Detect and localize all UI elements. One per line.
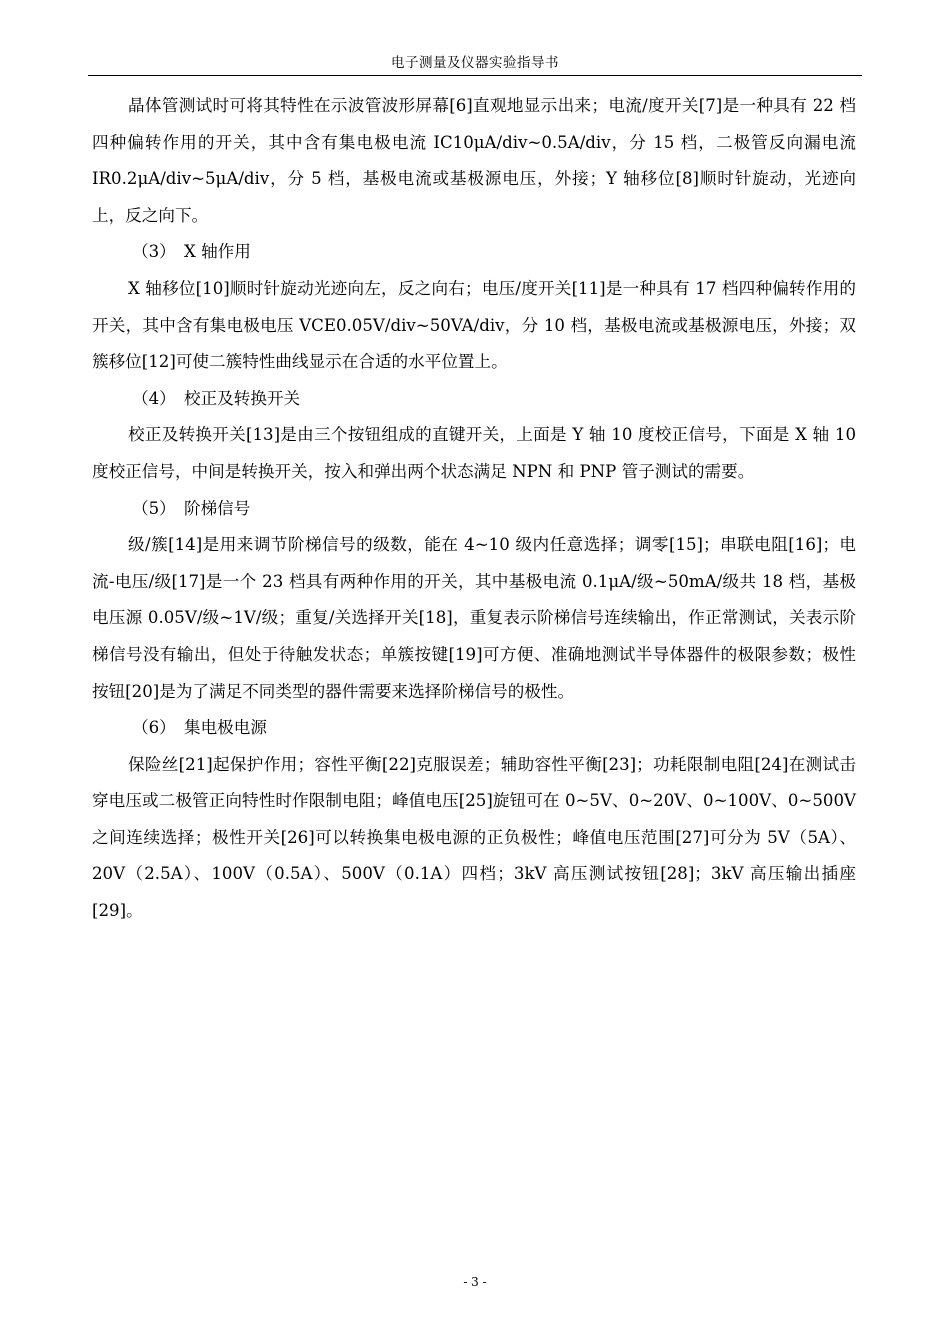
paragraph-step-signal: 级/簇[14]是用来调节阶梯信号的级数，能在 4~10 级内任意选择；调零[15]；串联电阻[16]；电流-电压/级[17]是一个 23 档具有两种作用的开关，其中基极电流 0.1μA/级~50mA/级共 18 档，基极电压源 0.05V/级~1V/级；重复/关选择开关[18]，重复表示阶梯信号连续输出，作正常测试，关表示阶梯信号没有输出，但处于待触发状态；单簇按键[19]可方便、准确地测试半导体器件的极限参数；极性按钮[20]是为了满足不同类型的器件需要来选择阶梯信号的极性。: [92, 535, 856, 701]
header-title: 电子测量及仪器实验指导书: [391, 55, 559, 71]
section-title: 集电极电源: [184, 718, 267, 738]
paragraph-x-axis: X 轴移位[10]顺时针旋动光迹向左，反之向右；电压/度开关[11]是一种具有 17 档四种偏转作用的开关，其中含有集电极电压 VCE0.05V/div~50VA/div，分 10 档，基极电流或基极源电压，外接；双簇移位[12]可使二簇特性曲线显示在合适的水平位置上。: [92, 278, 856, 372]
header-rule: [88, 75, 862, 76]
paragraph-screen-current: 晶体管测试时可将其特性在示波管波形屏幕[6]直观地显示出来；电流/度开关[7]是一种具有 22 档四种偏转作用的开关，其中含有集电极电流 IC10μA/div~0.5A/div，分 15 档，二极管反向漏电流 IR0.2μA/div~5μA/div，分 5 档，基极电流或基极源电压，外接；Y 轴移位[8]顺时针旋动，光迹向上，反之向下。: [92, 96, 856, 225]
paragraph-collector-supply: 保险丝[21]起保护作用；容性平衡[22]克服误差；辅助容性平衡[23]；功耗限制电阻[24]在测试击穿电压或二极管正向特性时作限制电阻；峰值电压[25]旋钮可在 0~5V、0~20V、0~100V、0~500V 之间连续选择；极性开关[26]可以转换集电极电源的正负极性；峰值电压范围[27]可分为 5V（5A）、20V（2.5A）、100V（0.5A）、500V（0.1A）四档；3kV 高压测试按钮[28]；3kV 高压输出插座[29]。: [92, 754, 856, 921]
section-number: （5）: [132, 498, 176, 518]
section-heading-calibration: [92, 381, 856, 418]
section-title: 校正及转换开关: [184, 388, 301, 408]
document-body: [92, 88, 856, 930]
page-number: - 3 -: [463, 1275, 487, 1289]
section-heading-x-axis: [92, 234, 856, 271]
section-heading-step-signal: [92, 491, 856, 528]
page-header: [88, 55, 862, 77]
section-number: （6）: [132, 718, 176, 738]
section-number: （4）: [132, 388, 176, 408]
section-number: （3）: [132, 242, 176, 262]
paragraph-calibration: 校正及转换开关[13]是由三个按钮组成的直键开关，上面是 Y 轴 10 度校正信号，下面是 X 轴 10 度校正信号，中间是转换开关，按入和弹出两个状态满足 NPN 和 PNP 管子测试的需要。: [92, 425, 856, 481]
section-title: 阶梯信号: [184, 498, 251, 518]
section-heading-collector-supply: [92, 710, 856, 747]
section-title: X 轴作用: [184, 242, 251, 262]
